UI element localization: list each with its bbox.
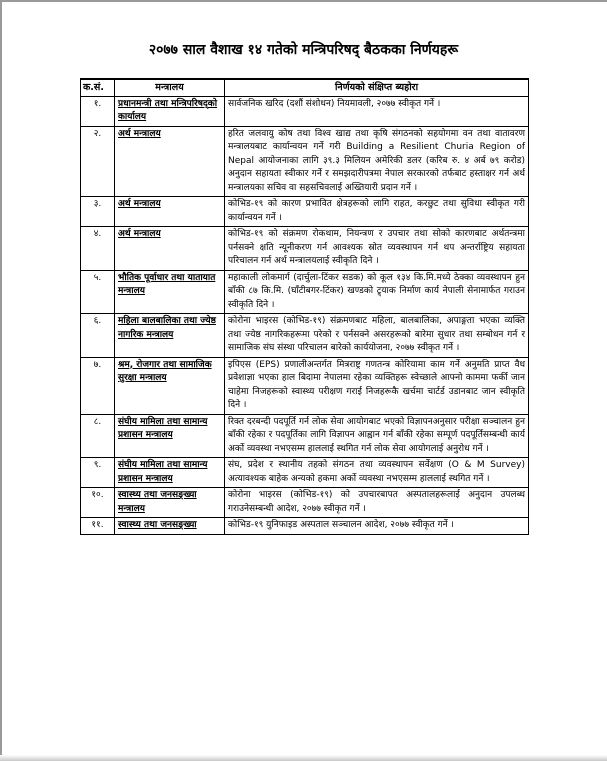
row-decision: कोभिड-१९ को संक्रमण रोकथाम, नियन्त्रण र उपचार तथा सोको कारणबाट अर्थतन्त्रमा पर्नसक्ने क्षति न्यूनीकरण गर्न आवश्यक स्रोत व्यवस्थापन गर्न थप अन्तर्राष्ट्रिय सहायता परिचालन गर्न अर्थ मन्त्रालयलाई स्वीकृति दिने । bbox=[225, 227, 529, 271]
table-header-row bbox=[81, 79, 529, 96]
row-decision: इपिएस (EPS) प्रणालीअन्तर्गत मित्रराष्ट्र गणतन्त्र कोरियामा काम गर्ने अनुमति प्राप्त वैध प्रवेशाज्ञा भएका हाल बिदामा नेपालमा रहेका व्यक्तिहरू स्वेच्छाले आफ्नो काममा फर्की जान चाहेमा निजहरूको स्वास्थ्य परीक्षण गराई निजहरूकै खर्चमा चार्टर्ड उडानबाट जान स्वीकृति दिने । bbox=[225, 357, 529, 414]
table-row bbox=[81, 96, 529, 126]
row-serial-number: ७. bbox=[81, 357, 115, 414]
row-serial-number: १०. bbox=[81, 488, 115, 518]
row-ministry-label: प्रधानमन्त्री तथा मन्त्रिपरिषद्को कार्यालय bbox=[118, 98, 218, 122]
row-decision: कोभिड-१९ युनिफाइड अस्पताल सञ्चालन आदेश, २०७७ स्वीकृत गर्ने । bbox=[225, 518, 529, 535]
row-serial-number: ८. bbox=[81, 414, 115, 458]
row-ministry bbox=[115, 227, 225, 271]
row-decision: सार्वजनिक खरिद (दशौं संशोधन) नियमावली, २०७७ स्वीकृत गर्ने । bbox=[225, 96, 529, 126]
row-serial-number: ५. bbox=[81, 270, 115, 314]
row-ministry-label: श्रम, रोजगार तथा सामाजिक सुरक्षा मन्त्रालय bbox=[118, 359, 212, 383]
row-ministry-label: महिला बालबालिका तथा ज्येष्ठ नागरिक मन्त्रालय bbox=[118, 316, 216, 340]
row-ministry bbox=[115, 197, 225, 227]
row-decision: रिक्त दरबन्दी पदपूर्ति गर्न लोक सेवा आयोगबाट भएको विज्ञापनअनुसार परीक्षा सञ्चालन हुन बाँकी रहेका र पदपूर्तिका लागि विज्ञापन आह्वान गर्न बाँकी रहेका सम्पूर्ण पदपूर्तिसम्बन्धी कार्य अर्को व्यवस्था नभएसम्म हाललाई स्थगित गर्न लोक सेवा आयोगलाई अनुरोध गर्ने । bbox=[225, 414, 529, 458]
row-ministry bbox=[115, 126, 225, 197]
row-decision: हरित जलवायु कोष तथा विश्व खाद्य तथा कृषि संगठनको सहयोगमा वन तथा वातावरण मन्त्रालयबाट कार्यान्वयन गर्ने गरी Building a Resilient Churia Region of Nepal आयोजनाका लागि ३९.३ मिलियन अमेरिकी डलर (करिब रु. ४ अर्ब ७९ करोड) अनुदान सहायता स्वीकार गर्ने र समझदारीपत्रमा नेपाल सरकारको तर्फबाट हस्ताक्षर गर्न अर्थ मन्त्रालयका सचिव वा सहसचिवलाई अख्तियारी प्रदान गर्ने । bbox=[225, 126, 529, 197]
table-row bbox=[81, 414, 529, 458]
table-row bbox=[81, 518, 529, 535]
row-ministry bbox=[115, 96, 225, 126]
row-decision: महाकाली लोकमार्ग (दार्चुला-टिंकर सडक) को कूल १३४ कि.मि.मध्ये ठेक्का व्यवस्थापन हुन बाँकी ८७ कि.मि. (घाँटीबगर-टिंकर) खण्डको ट्र्याक निर्माण कार्य नेपाली सेनामार्फत गराउन स्वीकृति दिने । bbox=[225, 270, 529, 314]
row-serial-number: २. bbox=[81, 126, 115, 197]
table-row bbox=[81, 270, 529, 314]
row-serial-number: १. bbox=[81, 96, 115, 126]
decisions-table bbox=[80, 78, 529, 535]
page-shadow bbox=[0, 755, 607, 761]
table-row bbox=[81, 314, 529, 358]
document-title: २०७७ साल वैशाख १४ गतेको मन्त्रिपरिषद् बैठकका निर्णयहरू bbox=[148, 42, 459, 58]
row-ministry bbox=[115, 458, 225, 488]
table-row bbox=[81, 227, 529, 271]
row-serial-number: ९. bbox=[81, 458, 115, 488]
row-ministry bbox=[115, 488, 225, 518]
row-serial-number: ६. bbox=[81, 314, 115, 358]
row-ministry bbox=[115, 414, 225, 458]
row-decision: कोभिड-१९ को कारण प्रभावित क्षेत्रहरूको लागि राहत, करछुट तथा सुविधा स्वीकृत गरी कार्यान्वयन गर्ने । bbox=[225, 197, 529, 227]
row-ministry bbox=[115, 270, 225, 314]
row-serial-number: ३. bbox=[81, 197, 115, 227]
row-decision: संघ, प्रदेश र स्थानीय तहको संगठन तथा व्यवस्थापन सर्वेक्षण (O & M Survey) अत्यावश्यक बाहेक अन्यको हकमा अर्को व्यवस्था नभएसम्म हाललाई स्थगित गर्ने । bbox=[225, 458, 529, 488]
row-ministry-label: अर्थ मन्त्रालय bbox=[118, 229, 161, 239]
header-decision: निर्णयको संक्षिप्त ब्यहोरा bbox=[225, 79, 529, 96]
table-row bbox=[81, 126, 529, 197]
table-row bbox=[81, 357, 529, 414]
row-ministry-label: स्वास्थ्य तथा जनसङ्ख्या मन्त्रालय bbox=[118, 490, 197, 514]
table-row bbox=[81, 458, 529, 488]
table-row bbox=[81, 488, 529, 518]
header-ministry: मन्त्रालय bbox=[115, 79, 225, 96]
row-ministry-label: स्वास्थ्य तथा जनसङ्ख्या bbox=[118, 520, 197, 530]
row-ministry bbox=[115, 314, 225, 358]
row-serial-number: ११. bbox=[81, 518, 115, 535]
row-serial-number: ४. bbox=[81, 227, 115, 271]
row-ministry bbox=[115, 518, 225, 535]
header-serial-number: क.सं. bbox=[81, 79, 115, 96]
row-decision: कोरोना भाइरस (कोभिड-१९) को उपचारबापत अस्पतालहरूलाई अनुदान उपलब्ध गराउनेसम्बन्धी आदेश, २०७७ स्वीकृत गर्ने । bbox=[225, 488, 529, 518]
row-ministry-label: संघीय मामिला तथा सामान्य प्रशासन मन्त्रालय bbox=[118, 460, 208, 484]
row-ministry bbox=[115, 357, 225, 414]
row-ministry-label: संघीय मामिला तथा सामान्य प्रशासन मन्त्रालय bbox=[118, 416, 208, 440]
row-ministry-label: भौतिक पूर्वाधार तथा यातायात मन्त्रालय bbox=[118, 272, 216, 296]
row-ministry-label: अर्थ मन्त्रालय bbox=[118, 199, 161, 209]
row-decision: कोरोना भाइरस (कोभिड-१९) संक्रमणबाट महिला, बालबालिका, अपाङ्गता भएका व्यक्ति तथा ज्येष्ठ नागरिकहरूमा परेको र पर्नसक्ने असरहरूको बारेमा सुधार तथा सम्बोधन गर्न र सामाजिक संघ संस्था परिचालन बारेको कार्ययोजना, २०७७ स्वीकृत गर्ने । bbox=[225, 314, 529, 358]
table-row bbox=[81, 197, 529, 227]
row-ministry-label: अर्थ मन्त्रालय bbox=[118, 128, 161, 139]
